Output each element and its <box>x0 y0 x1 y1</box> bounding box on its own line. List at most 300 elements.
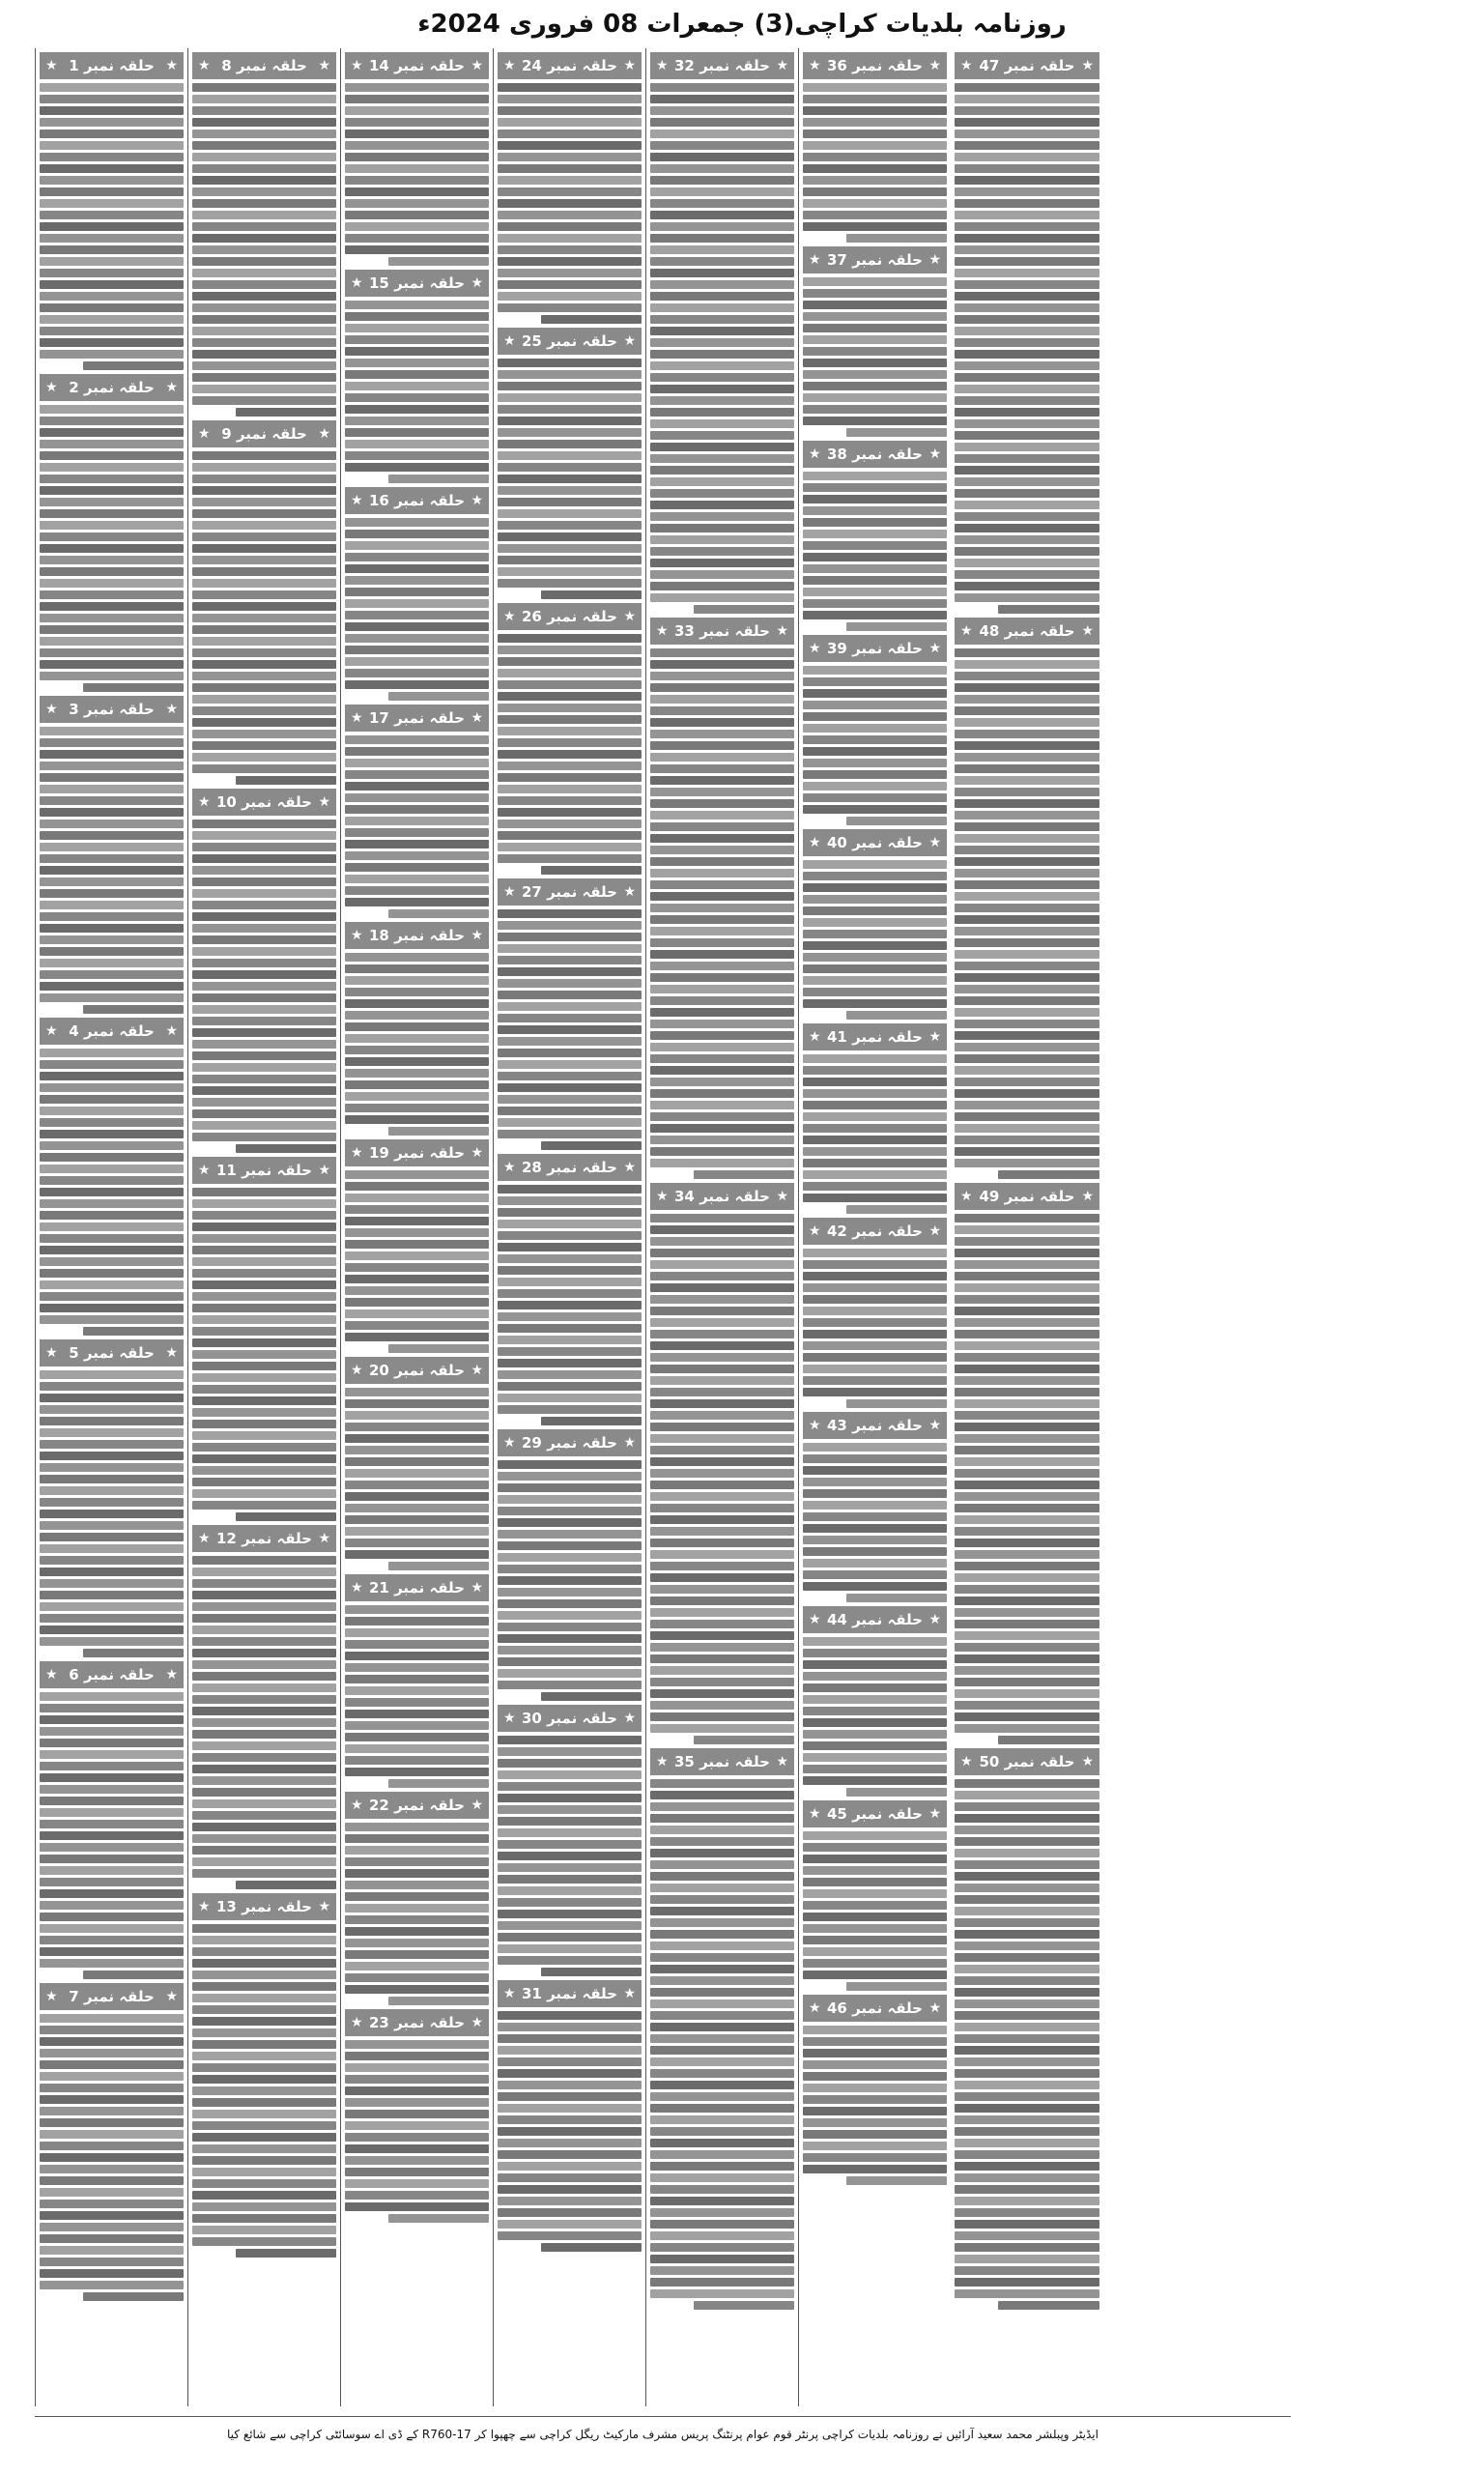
text-line <box>498 153 642 161</box>
text-line <box>803 1454 947 1463</box>
text-line <box>192 1017 336 1025</box>
text-line <box>955 1008 1099 1017</box>
text-line <box>498 1886 642 1895</box>
text-line <box>40 1936 184 1944</box>
text-line <box>498 1817 642 1826</box>
text-line <box>955 1249 1099 1257</box>
star-icon: ★ <box>623 609 636 624</box>
text-line <box>498 1759 642 1768</box>
text-line <box>650 1930 794 1939</box>
text-line <box>345 886 489 895</box>
star-icon: ★ <box>809 1029 821 1045</box>
text-line <box>803 312 947 321</box>
text-line <box>955 2011 1099 2020</box>
text-line <box>955 489 1099 498</box>
text-line <box>40 1785 184 1794</box>
article-text-block <box>40 83 184 370</box>
text-line <box>345 141 489 150</box>
text-line <box>803 1878 947 1886</box>
text-line <box>345 828 489 837</box>
star-icon: ★ <box>318 1163 330 1178</box>
constituency-header <box>498 1154 642 1181</box>
text-line <box>40 1579 184 1588</box>
text-line <box>955 834 1099 843</box>
constituency-header <box>345 705 489 732</box>
star-icon: ★ <box>623 1711 636 1726</box>
text-line <box>803 666 947 675</box>
text-line <box>192 1707 336 1715</box>
text-line <box>498 738 642 747</box>
text-line <box>345 976 489 985</box>
constituency-label: حلقہ نمبر 48 <box>979 622 1075 640</box>
text-line <box>803 153 947 161</box>
constituency-header <box>803 829 947 856</box>
text-line <box>498 1208 642 1217</box>
text-line <box>345 863 489 872</box>
text-line <box>40 532 184 541</box>
text-line <box>650 1515 794 1524</box>
text-line <box>803 83 947 92</box>
text-line <box>803 289 947 298</box>
text-line <box>498 1736 642 1744</box>
text-line <box>955 106 1099 115</box>
text-line <box>236 1512 336 1521</box>
text-line <box>345 1605 489 1614</box>
text-line <box>650 95 794 103</box>
text-line <box>40 556 184 564</box>
text-line <box>498 370 642 379</box>
text-line <box>192 1466 336 1475</box>
text-line <box>345 335 489 344</box>
text-line <box>803 883 947 892</box>
text-line <box>192 396 336 405</box>
star-icon: ★ <box>198 1531 211 1546</box>
text-line <box>955 1124 1099 1133</box>
star-icon: ★ <box>1081 1189 1094 1204</box>
text-line <box>192 176 336 185</box>
text-line <box>83 1971 184 1979</box>
constituency-label: حلقہ نمبر 50 <box>979 1753 1075 1770</box>
star-icon: ★ <box>503 1986 516 2001</box>
text-line <box>192 199 336 208</box>
article-text-block <box>650 648 794 1179</box>
text-line <box>803 1959 947 1968</box>
text-line <box>650 129 794 138</box>
constituency-header <box>345 270 489 297</box>
star-icon: ★ <box>471 710 483 726</box>
text-line <box>955 1689 1099 1698</box>
article-text-block <box>650 1779 794 2310</box>
constituency-label: حلقہ نمبر 6 <box>69 1666 155 1683</box>
text-line <box>345 680 489 689</box>
text-line <box>650 2139 794 2147</box>
text-line <box>955 1020 1099 1028</box>
text-line <box>498 1382 642 1391</box>
text-line <box>40 269 184 277</box>
text-line <box>345 1388 489 1396</box>
text-line <box>955 1654 1099 1663</box>
text-line <box>345 541 489 550</box>
text-line <box>955 718 1099 727</box>
star-icon: ★ <box>928 1806 941 1822</box>
star-icon: ★ <box>198 794 211 810</box>
article-text-block <box>345 1823 489 2005</box>
constituency-header <box>650 1183 794 1210</box>
text-line <box>803 1136 947 1144</box>
star-icon: ★ <box>45 1345 58 1361</box>
text-line <box>650 570 794 579</box>
text-line <box>192 2226 336 2234</box>
text-line <box>650 141 794 150</box>
text-line <box>192 1040 336 1049</box>
text-line <box>345 1846 489 1855</box>
text-line <box>40 2176 184 2185</box>
constituency-label: حلقہ نمبر 40 <box>827 834 923 851</box>
text-line <box>498 1828 642 1837</box>
text-line <box>650 1020 794 1028</box>
text-line <box>498 211 642 219</box>
text-line <box>345 2075 489 2084</box>
text-line <box>498 1623 642 1631</box>
text-line <box>40 1715 184 1724</box>
text-line <box>955 396 1099 405</box>
constituency-header <box>803 1995 947 2022</box>
text-line <box>192 1199 336 1208</box>
text-line <box>40 1855 184 1863</box>
text-line <box>650 1643 794 1652</box>
constituency-header <box>192 789 336 816</box>
constituency-header <box>345 1792 489 1819</box>
text-line <box>955 962 1099 970</box>
text-line <box>498 692 642 701</box>
text-line <box>498 2069 642 2078</box>
text-line <box>803 1924 947 1933</box>
text-line <box>498 199 642 208</box>
text-line <box>498 1072 642 1080</box>
text-line <box>694 2301 794 2310</box>
text-line <box>955 535 1099 544</box>
text-line <box>40 579 184 588</box>
constituency-header <box>40 1661 184 1688</box>
text-line <box>650 718 794 727</box>
constituency-header <box>345 487 489 514</box>
text-line <box>650 373 794 382</box>
text-line <box>498 303 642 312</box>
text-line <box>650 1411 794 1420</box>
text-line <box>803 1536 947 1544</box>
text-line <box>345 2144 489 2153</box>
text-line <box>955 788 1099 796</box>
text-line <box>846 622 947 631</box>
text-line <box>40 820 184 828</box>
text-line <box>650 547 794 556</box>
star-icon: ★ <box>809 1806 821 1822</box>
article-text-block <box>192 1556 336 1889</box>
text-line <box>40 1292 184 1301</box>
text-line <box>345 2133 489 2142</box>
text-line <box>650 1446 794 1454</box>
text-line <box>955 2197 1099 2205</box>
text-line <box>192 1396 336 1405</box>
text-line <box>650 2185 794 2194</box>
text-line <box>40 2269 184 2278</box>
text-line <box>650 2127 794 2136</box>
star-icon: ★ <box>471 928 483 943</box>
constituency-header <box>498 603 642 630</box>
text-line <box>955 245 1099 254</box>
text-line <box>650 1802 794 1811</box>
text-line <box>803 176 947 185</box>
text-line <box>192 153 336 161</box>
text-line <box>40 854 184 863</box>
text-line <box>955 1573 1099 1582</box>
text-line <box>192 1718 336 1727</box>
text-line <box>650 2081 794 2089</box>
text-line <box>498 245 642 254</box>
constituency-label: حلقہ نمبر 37 <box>827 251 923 269</box>
text-line <box>650 996 794 1005</box>
text-line <box>498 1185 642 1194</box>
text-line <box>192 1741 336 1750</box>
text-line <box>192 1591 336 1599</box>
text-line <box>498 1014 642 1022</box>
text-line <box>803 1182 947 1191</box>
text-line <box>192 2040 336 2049</box>
text-line <box>498 2115 642 2124</box>
text-line <box>803 1776 947 1785</box>
text-line <box>345 805 489 814</box>
text-line <box>650 257 794 266</box>
text-line <box>40 315 184 324</box>
text-line <box>650 1620 794 1628</box>
text-line <box>498 727 642 735</box>
text-line <box>955 1976 1099 1985</box>
article-text-block <box>803 1831 947 1991</box>
text-line <box>345 599 489 608</box>
text-line <box>192 1947 336 1956</box>
text-line <box>498 1782 642 1791</box>
text-line <box>192 1315 336 1324</box>
text-line <box>955 315 1099 324</box>
text-line <box>40 2060 184 2069</box>
text-line <box>498 83 642 92</box>
text-line <box>40 2107 184 2115</box>
constituency-header <box>498 1705 642 1732</box>
text-line <box>498 579 642 588</box>
text-line <box>650 776 794 785</box>
text-line <box>498 2197 642 2205</box>
text-line <box>498 556 642 564</box>
text-line <box>803 405 947 414</box>
text-line <box>498 2023 642 2031</box>
article-text-block <box>345 953 489 1136</box>
text-line <box>650 1260 794 1269</box>
text-line <box>345 840 489 849</box>
text-line <box>650 1884 794 1892</box>
text-line <box>40 1153 184 1162</box>
text-line <box>803 393 947 402</box>
constituency-header <box>650 1748 794 1775</box>
text-line <box>650 950 794 959</box>
text-line <box>955 187 1099 196</box>
text-line <box>498 1312 642 1321</box>
text-line <box>40 1602 184 1611</box>
text-line <box>955 95 1099 103</box>
news-column <box>187 48 340 2406</box>
constituency-label: حلقہ نمبر 5 <box>69 1344 155 1362</box>
text-line <box>40 602 184 611</box>
text-line <box>650 303 794 312</box>
constituency-label: حلقہ نمبر 39 <box>827 640 923 657</box>
text-line <box>40 1463 184 1472</box>
text-line <box>192 2098 336 2107</box>
text-line <box>345 211 489 219</box>
text-line <box>345 2156 489 2165</box>
constituency-header <box>345 1357 489 1384</box>
text-line <box>650 2046 794 2055</box>
text-line <box>955 1330 1099 1338</box>
text-line <box>498 451 642 460</box>
text-line <box>650 83 794 92</box>
text-line <box>40 773 184 782</box>
text-line <box>192 498 336 506</box>
text-line <box>955 593 1099 602</box>
text-line <box>40 1820 184 1828</box>
constituency-label: حلقہ نمبر 41 <box>827 1028 923 1046</box>
text-line <box>192 1823 336 1831</box>
text-line <box>345 1034 489 1043</box>
text-line <box>40 327 184 335</box>
text-line <box>192 1489 336 1498</box>
text-line <box>498 1472 642 1481</box>
text-line <box>345 1710 489 1718</box>
text-line <box>40 1405 184 1414</box>
text-line <box>803 872 947 880</box>
constituency-label: حلقہ نمبر 11 <box>216 1162 312 1179</box>
text-line <box>192 764 336 773</box>
star-icon: ★ <box>471 58 483 73</box>
constituency-label: حلقہ نمبر 45 <box>827 1805 923 1823</box>
text-line <box>803 1489 947 1498</box>
text-line <box>650 1283 794 1292</box>
text-line <box>955 1318 1099 1327</box>
text-line <box>803 930 947 938</box>
text-line <box>955 559 1099 567</box>
text-line <box>345 1892 489 1901</box>
text-line <box>345 735 489 744</box>
text-line <box>345 793 489 802</box>
text-line <box>192 315 336 324</box>
text-line <box>345 1104 489 1112</box>
text-line <box>955 1678 1099 1686</box>
text-line <box>345 164 489 173</box>
constituency-label: حلقہ نمبر 22 <box>369 1797 465 1814</box>
text-line <box>650 1504 794 1512</box>
text-line <box>192 1834 336 1843</box>
text-line <box>498 2139 642 2147</box>
text-line <box>192 1443 336 1452</box>
text-line <box>192 1857 336 1866</box>
text-line <box>40 509 184 518</box>
star-icon: ★ <box>198 1163 211 1178</box>
text-line <box>40 2014 184 2023</box>
text-line <box>40 866 184 875</box>
text-line <box>803 1089 947 1098</box>
text-line <box>498 498 642 506</box>
text-line <box>40 129 184 138</box>
text-line <box>955 2023 1099 2031</box>
text-line <box>803 553 947 561</box>
text-line <box>40 1188 184 1196</box>
text-line <box>998 2301 1099 2310</box>
constituency-label: حلقہ نمبر 47 <box>979 57 1075 74</box>
text-line <box>650 1318 794 1327</box>
text-line <box>498 1002 642 1011</box>
text-line <box>40 486 184 495</box>
text-line <box>192 854 336 863</box>
text-line <box>650 1089 794 1098</box>
constituency-header <box>40 696 184 723</box>
text-line <box>803 382 947 390</box>
text-line <box>955 2220 1099 2229</box>
text-line <box>803 2095 947 2104</box>
text-line <box>40 463 184 472</box>
text-line <box>650 2289 794 2298</box>
text-line <box>192 866 336 875</box>
text-line <box>803 1936 947 1944</box>
text-line <box>955 2289 1099 2298</box>
article-text-block <box>498 1185 642 1425</box>
text-line <box>345 440 489 448</box>
text-line <box>40 1394 184 1402</box>
text-line <box>955 303 1099 312</box>
text-line <box>345 759 489 767</box>
constituency-header <box>803 52 947 79</box>
text-line <box>388 1344 489 1353</box>
text-line <box>345 1022 489 1031</box>
text-line <box>345 1309 489 1318</box>
text-line <box>498 680 642 689</box>
text-line <box>498 1541 642 1550</box>
text-line <box>955 1112 1099 1121</box>
text-line <box>192 2156 336 2165</box>
constituency-label: حلقہ نمبر 35 <box>674 1753 770 1770</box>
text-line <box>40 1211 184 1220</box>
text-line <box>541 1968 642 1976</box>
text-line <box>192 1188 336 1196</box>
text-line <box>650 1539 794 1547</box>
text-line <box>955 2208 1099 2217</box>
text-line <box>192 327 336 335</box>
text-line <box>388 1127 489 1136</box>
constituency-header <box>192 1525 336 1552</box>
text-line <box>650 466 794 475</box>
text-line <box>345 1321 489 1330</box>
text-line <box>803 1637 947 1646</box>
constituency-header <box>192 1893 336 1920</box>
text-line <box>192 1098 336 1107</box>
star-icon: ★ <box>165 1023 178 1039</box>
text-line <box>955 176 1099 185</box>
constituency-header <box>955 1183 1099 1210</box>
star-icon: ★ <box>198 1899 211 1914</box>
text-line <box>345 95 489 103</box>
star-icon: ★ <box>776 1754 788 1769</box>
news-column <box>493 48 645 2406</box>
star-icon: ★ <box>656 623 669 639</box>
text-line <box>803 1730 947 1739</box>
text-line <box>650 1608 794 1617</box>
